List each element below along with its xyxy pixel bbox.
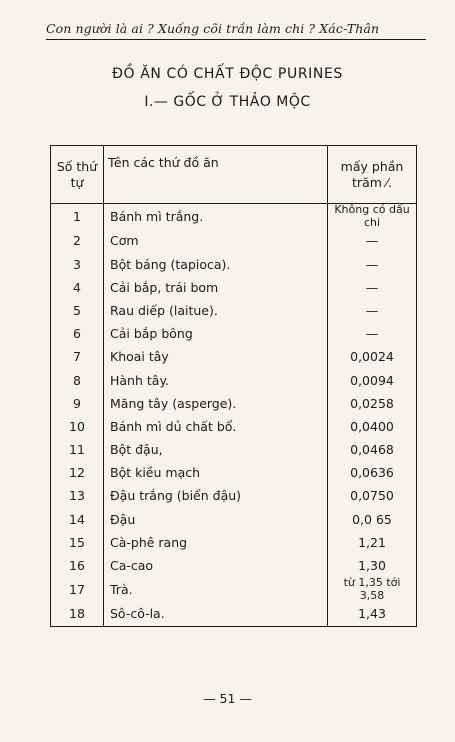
page-number: — 51 —: [203, 691, 252, 706]
food-name: Cải bắp, trái bom: [104, 276, 328, 299]
header-rule: [46, 39, 426, 40]
table-row: [51, 252, 417, 275]
row-number: 8: [51, 368, 104, 391]
table-row: [51, 484, 417, 507]
header-no: Số thứ tự: [51, 146, 104, 204]
table-row: [51, 415, 417, 438]
table-body: [51, 204, 417, 627]
purine-percent: 0,0 65: [328, 508, 417, 531]
purine-percent: —: [328, 299, 417, 322]
purine-percent: Không có dấu chi: [328, 204, 417, 230]
purine-percent: —: [328, 229, 417, 252]
row-number: 1: [51, 204, 104, 230]
food-name: Cải bắp bông: [104, 322, 328, 345]
purine-percent: 0,0750: [328, 484, 417, 507]
row-number: 9: [51, 392, 104, 415]
purines-table: [50, 145, 417, 627]
food-name: Sô-cô-la.: [104, 602, 328, 626]
table-header-row: [51, 146, 417, 204]
purine-percent: 1,21: [328, 531, 417, 554]
table-row: [51, 368, 417, 391]
table-row: [51, 345, 417, 368]
food-name: Bánh mì dủ chất bổ.: [104, 415, 328, 438]
food-name: Đậu trắng (biển đậu): [104, 484, 328, 507]
row-number: 18: [51, 602, 104, 626]
purine-percent: 0,0094: [328, 368, 417, 391]
row-number: 11: [51, 438, 104, 461]
purine-percent: 0,0024: [328, 345, 417, 368]
row-number: 12: [51, 461, 104, 484]
row-number: 14: [51, 508, 104, 531]
purine-percent: —: [328, 276, 417, 299]
table-row: [51, 602, 417, 626]
purine-percent: —: [328, 252, 417, 275]
running-head: [46, 21, 426, 36]
purine-percent: 0,0400: [328, 415, 417, 438]
section-subtitle: I.— GỐC Ở THẢO MỘC: [144, 94, 311, 110]
table-row: [51, 577, 417, 602]
header-name: Tên các thứ đồ ăn: [104, 146, 328, 204]
row-number: 17: [51, 577, 104, 602]
row-number: 16: [51, 554, 104, 577]
table-row: [51, 299, 417, 322]
table-row: [51, 392, 417, 415]
purine-percent: 0,0636: [328, 461, 417, 484]
row-number: 13: [51, 484, 104, 507]
food-name: Bột kiều mạch: [104, 461, 328, 484]
purine-percent: 1,43: [328, 602, 417, 626]
table-row: [51, 229, 417, 252]
purine-percent: —: [328, 322, 417, 345]
table-row: [51, 322, 417, 345]
row-number: 2: [51, 229, 104, 252]
food-name: Đậu: [104, 508, 328, 531]
table-row: [51, 204, 417, 230]
food-name: Bánh mì trắng.: [104, 204, 328, 230]
food-name: Măng tây (asperge).: [104, 392, 328, 415]
row-number: 7: [51, 345, 104, 368]
running-head-text: Con người là ai ? Xuống cõi trần làm chi ? Xác-Thân: [46, 21, 380, 36]
row-number: 10: [51, 415, 104, 438]
food-name: Trà.: [104, 577, 328, 602]
purine-percent: 0,0468: [328, 438, 417, 461]
food-name: Bột báng (tapioca).: [104, 252, 328, 275]
row-number: 6: [51, 322, 104, 345]
purine-percent: từ 1,35 tới 3,58: [328, 577, 417, 602]
purine-percent: 1,30: [328, 554, 417, 577]
food-name: Ca-cao: [104, 554, 328, 577]
food-name: Cơm: [104, 229, 328, 252]
food-name: Khoai tây: [104, 345, 328, 368]
page-title: ĐỒ ĂN CÓ CHẤT ĐỘC PURINES: [112, 66, 343, 82]
food-name: Rau diếp (laitue).: [104, 299, 328, 322]
header-pct: mấy phần trăm ⁄.: [328, 146, 417, 204]
food-name: Cà-phê rang: [104, 531, 328, 554]
purine-percent: 0,0258: [328, 392, 417, 415]
table-row: [51, 438, 417, 461]
table-row: [51, 531, 417, 554]
row-number: 15: [51, 531, 104, 554]
food-name: Bột đậu,: [104, 438, 328, 461]
row-number: 3: [51, 252, 104, 275]
row-number: 4: [51, 276, 104, 299]
table-row: [51, 461, 417, 484]
table-row: [51, 276, 417, 299]
table-row: [51, 554, 417, 577]
table-row: [51, 508, 417, 531]
row-number: 5: [51, 299, 104, 322]
food-name: Hành tây.: [104, 368, 328, 391]
